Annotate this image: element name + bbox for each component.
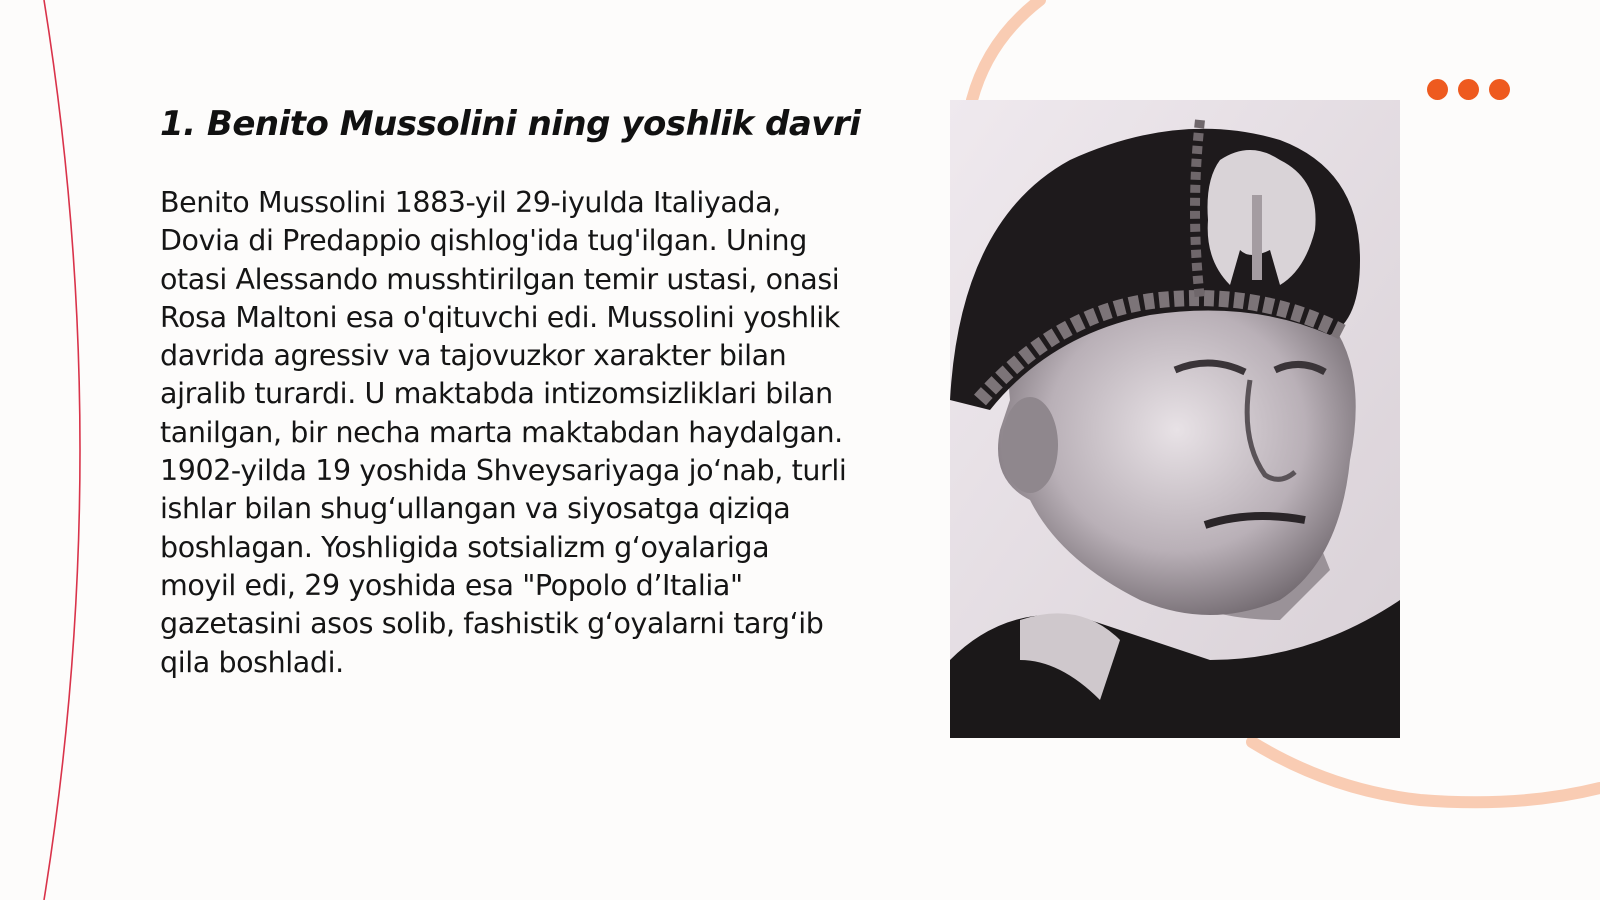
dot-2 [1458, 79, 1479, 100]
slide-body-text: Benito Mussolini 1883-yil 29-iyulda Italiyada, Dovia di Predappio qishlog'ida tug'ilgan. Uning otasi Alessando musshtirilgan temir ustasi, onasi Rosa Maltoni esa o'qituvchi edi. Mussolini yoshlik davrida agressiv va tajovuzkor xarakter bilan ajralib turardi. U maktabda intizomsizliklari bilan tanilgan, bir necha marta maktabdan haydalgan. 1902-yilda 19 yoshida Shveysariyaga jo‘nab, turli ishlar bilan shug‘ullangan va siyosatga qiziqa boshlagan. Yoshligida sotsializm g‘oyalariga moyil edi, 29 yoshida esa "Popolo d’Italia" gazetasini asos solib, fashistik g‘oyalarni targ‘ib qila boshladi. [160, 186, 847, 679]
dot-3 [1489, 79, 1510, 100]
peach-arc [972, 0, 1040, 100]
left-curve-line [44, 0, 80, 900]
portrait-photo [950, 100, 1400, 738]
dot-1 [1427, 79, 1448, 100]
slide-title: 1. Benito Mussolini ning yoshlik davri [160, 104, 861, 144]
peach-arc-bottom [1252, 742, 1600, 802]
portrait-image [950, 100, 1400, 738]
more-dots-icon [1427, 79, 1511, 101]
